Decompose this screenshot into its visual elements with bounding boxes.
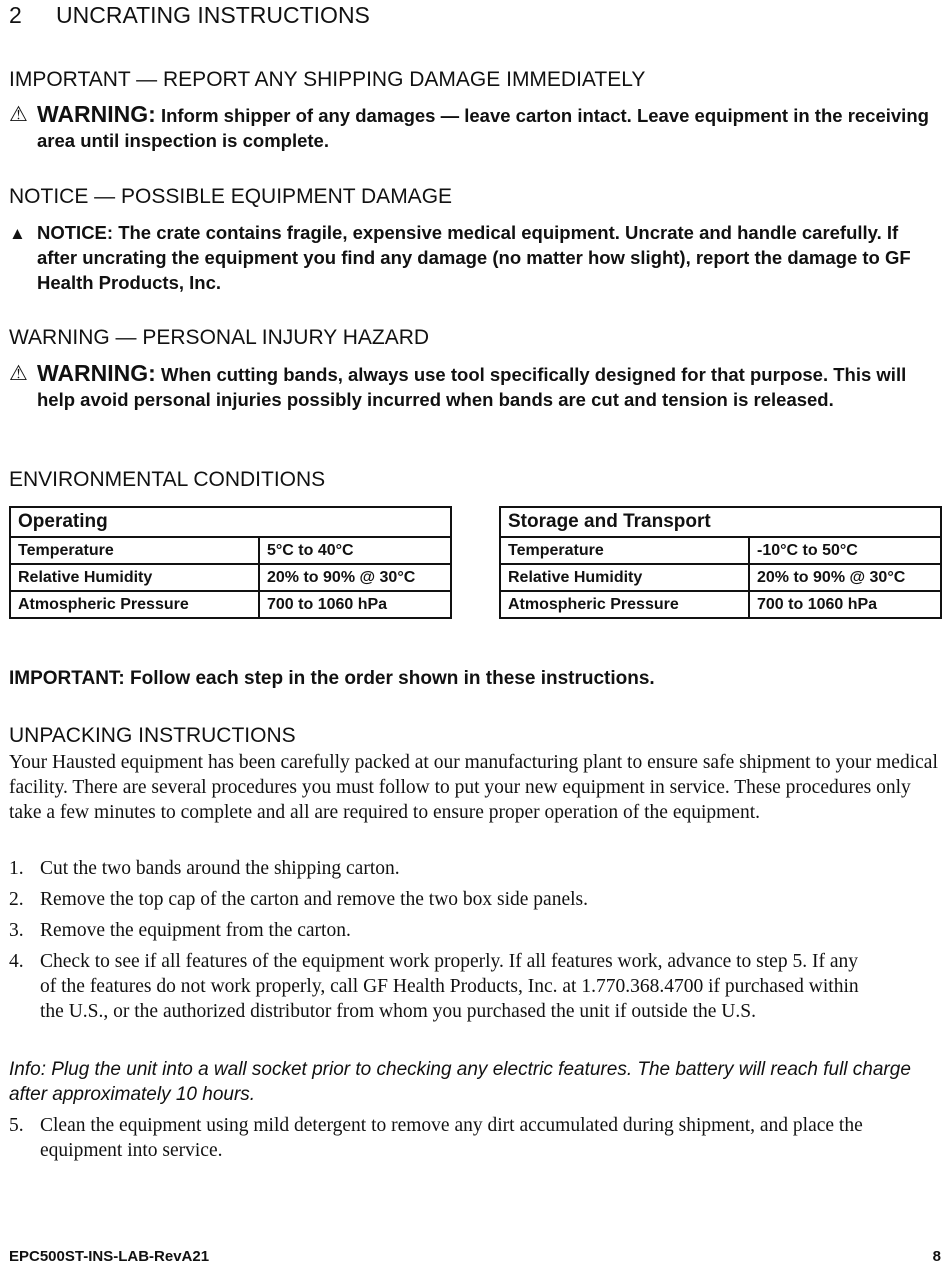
step-text: Remove the equipment from the carton.: [40, 920, 351, 941]
chapter-number: 2: [9, 2, 22, 28]
table-label: Relative Humidity: [500, 564, 749, 591]
injury-warning: [9, 361, 939, 412]
step-text: Remove the top cap of the carton and remove the two box side panels.: [40, 889, 588, 910]
warning-triangle-icon: ⚠: [9, 362, 28, 385]
equipment-notice: [9, 220, 939, 295]
footer-doc-id: EPC500ST-INS-LAB-RevA21: [9, 1248, 210, 1265]
page-number: 8: [932, 1248, 941, 1265]
unpacking-intro: Your Hausted equipment has been carefully packed at our manufacturing plant to ensure safe shipment to your medical facility. There are several procedures you must follow to put your new equipment in service. These procedures only take a few minutes to complete and all are required to ensure proper operation of the equipment.: [9, 752, 938, 823]
table-label: Atmospheric Pressure: [10, 591, 259, 618]
info-note: Info: Plug the unit into a wall socket prior to checking any electric features. The battery will reach full charge after approximately 10 hours.: [9, 1059, 911, 1105]
notice-text: NOTICE: The crate contains fragile, expensive medical equipment. Uncrate and handle carefully. If after uncrating the equipment you find any damage (no matter how slight), report the damage to GF Health Products, Inc.: [37, 222, 911, 293]
warning-keyword: WARNING:: [37, 360, 156, 386]
chapter-title: UNCRATING INSTRUCTIONS: [56, 2, 370, 28]
table-value: 700 to 1060 hPa: [259, 591, 451, 618]
operating-title: Operating: [10, 507, 451, 537]
table-row: [10, 537, 451, 564]
shipping-warning: [9, 102, 939, 153]
injury-warning-text: When cutting bands, always use tool specifically designed for that purpose. This will help avoid personal injuries possibly incurred when bands are cut and tension is released.: [37, 364, 907, 410]
storage-title: Storage and Transport: [500, 507, 941, 537]
unpacking-heading: UNPACKING INSTRUCTIONS: [9, 724, 296, 747]
list-item: [9, 949, 879, 1024]
notice-heading: NOTICE — POSSIBLE EQUIPMENT DAMAGE: [9, 185, 453, 208]
step-number: 1.: [9, 858, 24, 879]
step-text: Clean the equipment using mild detergent to remove any dirt accumulated during shipment, and place the equipment into service.: [40, 1115, 863, 1161]
step-number: 5.: [9, 1115, 24, 1136]
important-note: IMPORTANT: Follow each step in the order shown in these instructions.: [9, 668, 655, 689]
table-row: [500, 591, 941, 618]
environmental-heading: ENVIRONMENTAL CONDITIONS: [9, 468, 326, 491]
storage-table: [499, 506, 942, 619]
table-row: [500, 564, 941, 591]
table-label: Temperature: [500, 537, 749, 564]
table-label: Temperature: [10, 537, 259, 564]
operating-table: [9, 506, 452, 619]
step-text: Cut the two bands around the shipping carton.: [40, 858, 400, 879]
chapter-heading: [9, 2, 370, 29]
table-value: 700 to 1060 hPa: [749, 591, 941, 618]
step-text: Check to see if all features of the equipment work properly. If all features work, advance to step 5. If any of the features do not work properly, call GF Health Products, Inc. at 1.770.368.4700 if purchased within the U.S., or the authorized distributor from whom you purchased the unit if outside the U.S.: [40, 951, 859, 1022]
step-number: 2.: [9, 889, 24, 910]
table-row: [10, 564, 451, 591]
table-row: [500, 537, 941, 564]
shipping-warning-text: Inform shipper of any damages — leave carton intact. Leave equipment in the receiving area until inspection is complete.: [37, 105, 929, 151]
table-row: [10, 591, 451, 618]
list-item: [9, 887, 919, 912]
table-label: Relative Humidity: [10, 564, 259, 591]
notice-triangle-icon: ▲: [9, 224, 26, 243]
table-value: -10°C to 50°C: [749, 537, 941, 564]
table-value: 20% to 90% @ 30°C: [749, 564, 941, 591]
warning-keyword: WARNING:: [37, 101, 156, 127]
shipping-damage-heading: IMPORTANT — REPORT ANY SHIPPING DAMAGE IMMEDIATELY: [9, 68, 646, 91]
list-item: [9, 1113, 919, 1163]
step-number: 4.: [9, 951, 24, 972]
step-number: 3.: [9, 920, 24, 941]
table-label: Atmospheric Pressure: [500, 591, 749, 618]
warning-triangle-icon: ⚠: [9, 103, 28, 126]
list-item: [9, 856, 919, 881]
list-item: [9, 918, 919, 943]
table-value: 20% to 90% @ 30°C: [259, 564, 451, 591]
table-value: 5°C to 40°C: [259, 537, 451, 564]
injury-heading: WARNING — PERSONAL INJURY HAZARD: [9, 326, 430, 349]
